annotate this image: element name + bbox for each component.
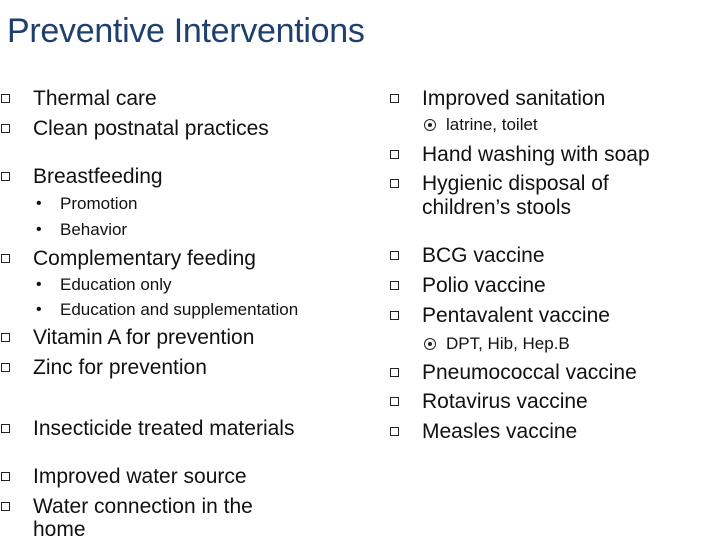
list-item-polio [422,274,546,298]
square-bullet-icon [390,368,399,377]
item-label: Complementary feeding [33,247,256,270]
item-label: Hand washing with soap [422,143,650,166]
sub-item-label: DPT, Hib, Hep.B [446,334,570,353]
item-label: Pneumococcal vaccine [422,361,637,384]
item-label: Rotavirus vaccine [422,390,588,413]
item-label: Thermal care [33,87,157,110]
item-label: Clean postnatal practices [33,117,269,140]
sub-item-label: Education only [60,275,172,294]
square-bullet-icon [390,251,399,260]
sub-item-label: Promotion [60,194,138,213]
list-item-vitamin-a [33,326,254,350]
dot-bullet-icon: • [36,276,42,293]
item-label: BCG vaccine [422,244,545,267]
list-item-bcg [422,244,545,268]
square-bullet-icon [1,94,10,103]
square-bullet-icon [390,311,399,320]
list-item-pneumococcal [422,361,637,385]
square-bullet-icon [1,124,10,133]
list-item-clean-postnatal [33,117,269,141]
ringed-dot-bullet-icon [424,119,436,131]
item-label: Improved water source [33,465,247,488]
item-label: Water connection in the [33,495,253,518]
sub-item-label: latrine, toilet [446,115,538,134]
list-item-hygienic-disposal [422,172,609,196]
list-item-breastfeeding [33,165,163,189]
sub-item-bf-behavior [36,220,128,240]
item-label: Pentavalent vaccine [422,304,610,327]
square-bullet-icon [390,427,399,436]
square-bullet-icon [1,172,10,181]
list-item-thermal-care [33,87,157,111]
dot-bullet-icon: • [36,195,42,212]
slide-title: Preventive Interventions [7,12,365,50]
list-item-rotavirus [422,390,588,414]
square-bullet-icon [390,94,399,103]
square-bullet-icon [390,150,399,159]
dot-bullet-icon: • [36,301,42,318]
item-label: Hygienic disposal of [422,172,609,195]
square-bullet-icon [390,179,399,188]
item-label: Improved sanitation [422,87,606,110]
list-item-hand-washing [422,143,650,167]
item-label: Vitamin A for prevention [33,326,255,349]
list-item-water-connection-cont [33,518,86,542]
sub-item-cf-education-only [36,275,172,295]
dot-bullet-icon: • [36,221,42,238]
list-item-measles [422,420,577,444]
sub-item-latrine-toilet [446,115,538,135]
list-item-insecticide [33,417,294,441]
sub-item-bf-promotion [36,194,138,214]
list-item-water-connection [33,495,253,519]
square-bullet-icon [1,254,10,263]
square-bullet-icon [390,397,399,406]
sub-item-label: Education and supplementation [60,300,299,319]
list-item-improved-sanitation [422,87,605,111]
item-label: children’s stools [422,196,572,219]
item-label: Measles vaccine [422,420,578,443]
list-item-complementary-feeding [33,247,256,271]
sub-item-label: Behavior [60,220,128,239]
item-label: Breastfeeding [33,165,163,188]
ringed-dot-bullet-icon [424,338,436,350]
item-label: Zinc for prevention [33,356,207,379]
sub-item-dpt-hib-hepb [446,334,570,354]
sub-item-cf-education-supplementation [36,300,299,320]
square-bullet-icon [1,424,10,433]
square-bullet-icon [1,333,10,342]
list-item-hygienic-disposal-cont [422,196,571,220]
list-item-pentavalent [422,304,610,328]
square-bullet-icon [1,502,10,511]
square-bullet-icon [1,472,10,481]
list-item-improved-water-source [33,465,247,489]
square-bullet-icon [1,363,10,372]
item-label: Insecticide treated materials [33,417,295,440]
item-label: Polio vaccine [422,274,546,297]
square-bullet-icon [390,281,399,290]
list-item-zinc [33,356,207,380]
item-label: home [33,518,86,541]
